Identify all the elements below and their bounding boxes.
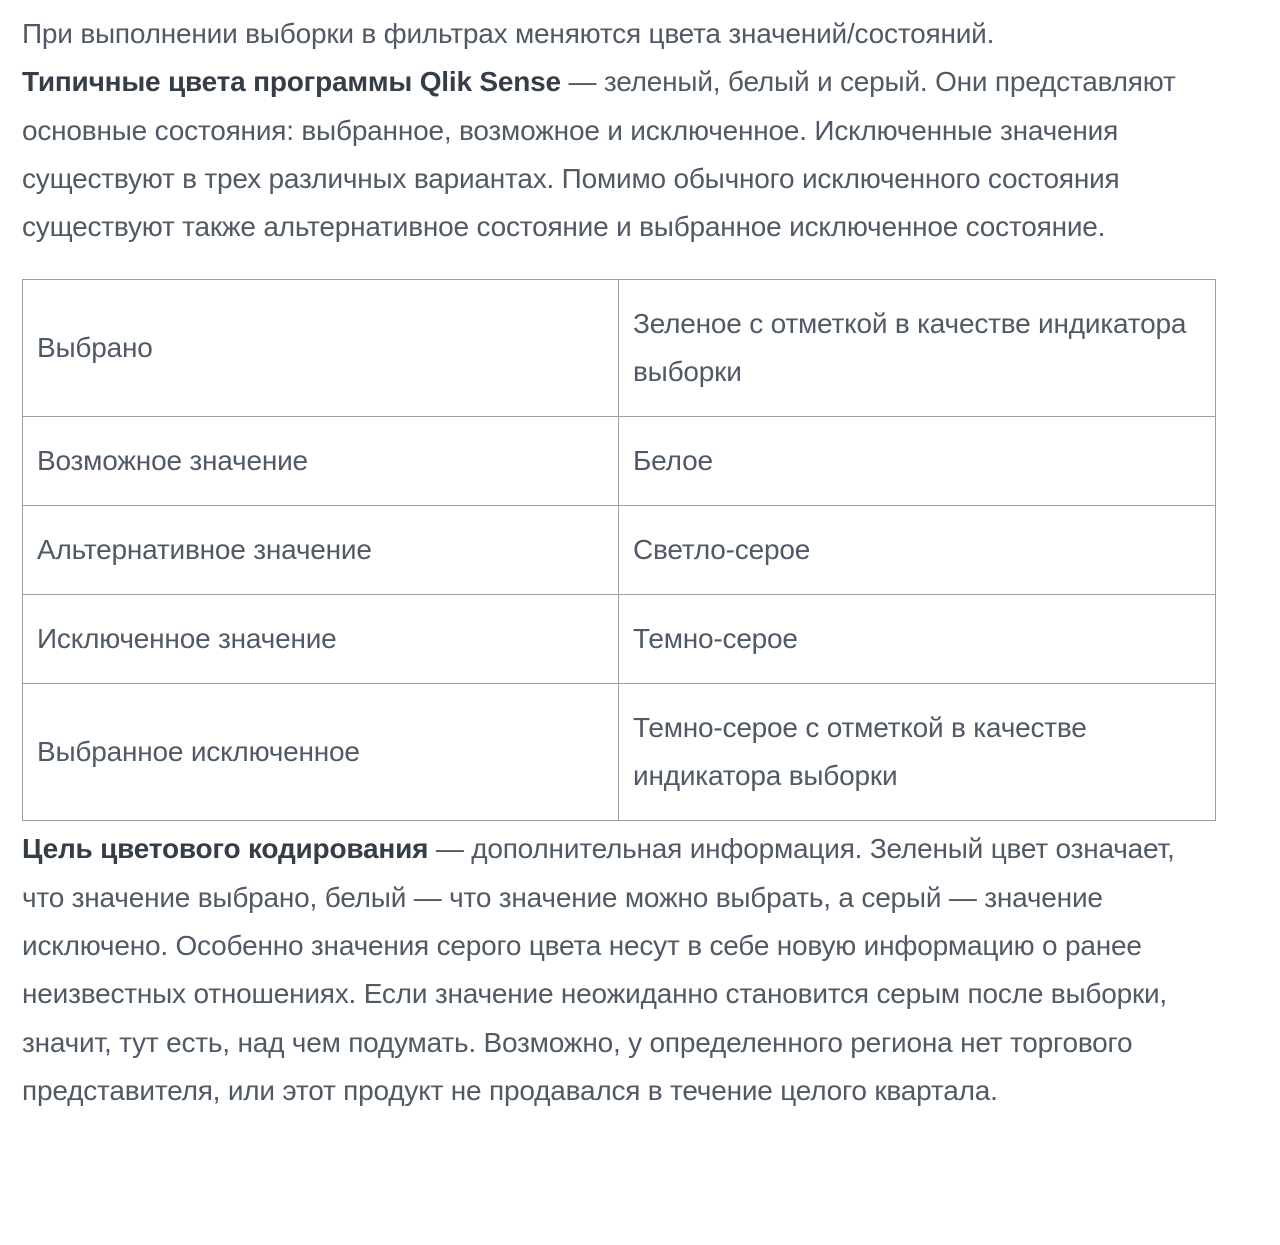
state-cell: Выбрано	[23, 280, 619, 417]
state-cell: Выбранное исключенное	[23, 684, 619, 821]
color-cell: Зеленое с отметкой в качестве индикатора выборки	[619, 280, 1216, 417]
intro-rest-text: — зеленый, белый и серый. Они представляют основные состояния: выбранное, возможное и исключенное. Исключенные значения существуют в трех различных вариантах. Помимо обычного исключенного состояния существуют также альтернативное состояние и выбранное исключенное состояние.	[22, 66, 1176, 243]
color-cell: Светло-серое	[619, 506, 1216, 595]
state-cell: Альтернативное значение	[23, 506, 619, 595]
color-cell: Белое	[619, 417, 1216, 506]
table-row	[23, 417, 1216, 506]
table-row	[23, 595, 1216, 684]
color-states-table	[22, 279, 1216, 821]
state-cell: Возможное значение	[23, 417, 619, 506]
conclusion-rest-text: — дополнительная информация. Зеленый цвет означает, что значение выбрано, белый — что значение можно выбрать, а серый — значение исключено. Особенно значения серого цвета несут в себе новую информацию о ранее неизвестных отношениях. Если значение неожиданно становится серым после выборки, значит, тут есть, над чем подумать. Возможно, у определенного региона нет торгового представителя, или этот продукт не продавался в течение целого квартала.	[22, 833, 1175, 1106]
color-cell: Темно-серое	[619, 595, 1216, 684]
intro-first-sentence: При выполнении выборки в фильтрах меняются цвета значений/состояний.	[22, 18, 995, 49]
table-row	[23, 506, 1216, 595]
color-states-table-wrap	[22, 279, 1215, 821]
intro-bold-phrase: Типичные цвета программы Qlik Sense	[22, 66, 561, 98]
table-row	[23, 684, 1216, 821]
state-cell: Исключенное значение	[23, 595, 619, 684]
conclusion-paragraph	[22, 825, 1222, 1115]
intro-paragraph	[22, 10, 1222, 251]
color-cell: Темно-серое с отметкой в качестве индикатора выборки	[619, 684, 1216, 821]
conclusion-bold-phrase: Цель цветового кодирования	[22, 833, 429, 865]
article-body	[22, 10, 1222, 1115]
table-row	[23, 280, 1216, 417]
